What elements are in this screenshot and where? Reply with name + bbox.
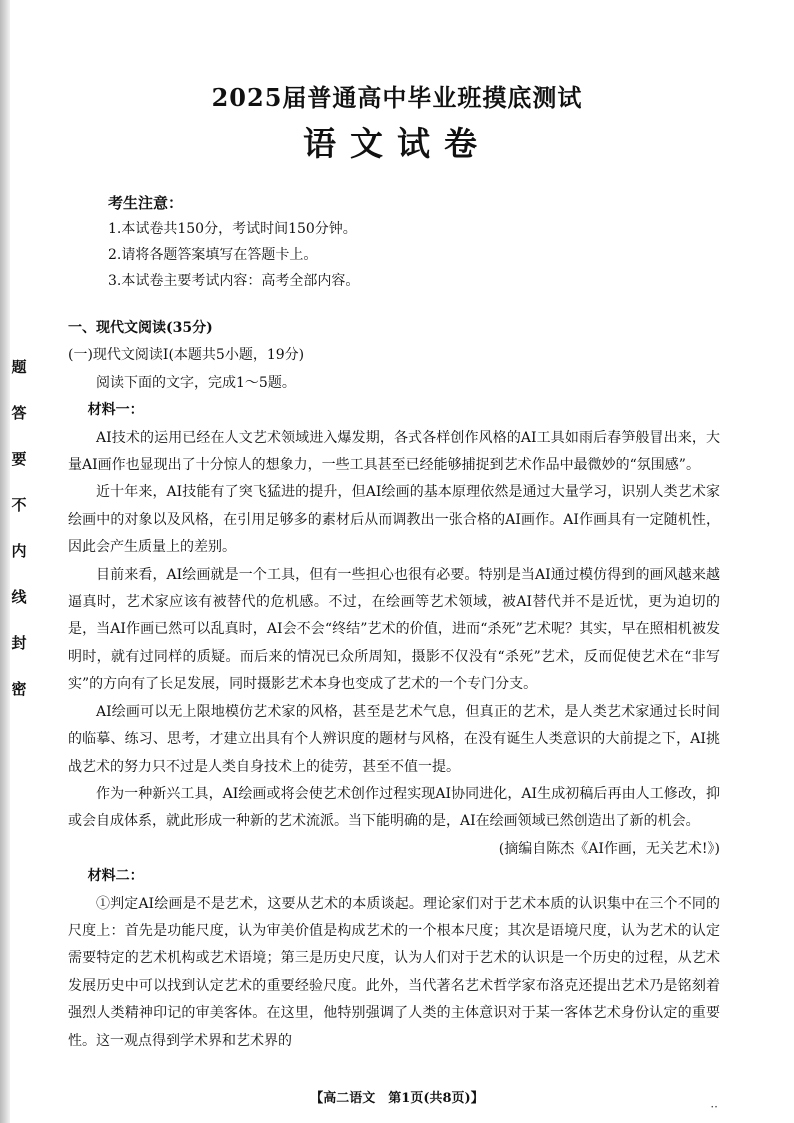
material-one-paragraph: AI技术的运用已经在人文艺术领域进入爆发期，各式各样创作风格的AI工具如雨后春笋般冒出来，大量AI画作也显现出了十分惊人的想象力，一些工具甚至已经能够捕捉到艺术作品中最微妙的“氛围感”。 xyxy=(68,429,720,474)
notice-item: 2.请将各题答案填写在答题卡上。 xyxy=(108,247,318,263)
sub-section-heading: (一)现代文阅读Ⅰ(本题共5小题，19分) xyxy=(68,347,305,364)
material-one-paragraph: AI绘画可以无上限地模仿艺术家的风格，甚至是艺术气息，但真正的艺术，是人类艺术家通过长时间的临摹、练习、思考，才建立出具有个人辨识度的题材与风格，在没有诞生人类意识的大前提之下，AI挑战艺术的努力只不过是人类自身技术上的徒劳，甚至不值一提。 xyxy=(68,703,720,775)
page-footer: 【高二语文 第1页(共8页)】 xyxy=(310,1091,484,1106)
material-one-paragraph: 目前来看，AI绘画就是一个工具，但有一些担心也很有必要。特别是当AI通过模仿得到的画风越来越逼真时，艺术家应该有被替代的危机感。不过，在绘画等艺术领域，被AI替代并不是近忧，更为迫切的是，当AI作画已然可以乱真时，AI会不会“终结”艺术的价值，进而“杀死”艺术呢？其实，早在照相机被发明时，就有过同样的质疑。而后来的情况已众所周知，摄影不仅没有“杀死”艺术，反而促使艺术在“非写实”的方向有了长足发展，同时摄影艺术本身也变成了艺术的一个专门分支。 xyxy=(68,566,720,693)
subject-title: 语文试卷 xyxy=(303,124,491,163)
binding-char: 答 xyxy=(11,404,27,422)
binding-char: 封 xyxy=(11,634,27,652)
material-one-source: (摘编自陈杰《AI作画，无关艺术!》) xyxy=(498,840,720,857)
binding-char: 不 xyxy=(11,496,27,514)
corner-mark: ·· xyxy=(710,1100,718,1114)
binding-char: 线 xyxy=(11,588,27,606)
binding-char: 内 xyxy=(11,542,27,560)
binding-margin xyxy=(6,360,32,728)
material-one-paragraph: 作为一种新兴工具，AI绘画或将会使艺术创作过程实现AI协同进化，AI生成初稿后再由人工修改，抑或会自成体系，就此形成一种新的艺术流派。当下能明确的是，AI在绘画领域已然创造出了新的机会。 xyxy=(68,785,720,830)
exam-title: 2025届普通高中毕业班摸底测试 xyxy=(211,83,583,112)
material-two-label: 材料二： xyxy=(87,868,144,885)
reading-section xyxy=(68,315,720,1055)
candidate-notice xyxy=(108,190,359,294)
reading-instruction: 阅读下面的文字，完成1～5题。 xyxy=(96,374,296,391)
notice-item: 1.本试卷共150分，考试时间150分钟。 xyxy=(108,221,357,237)
notice-heading: 考生注意： xyxy=(108,194,184,212)
material-two-paragraph: ①判定AI绘画是不是艺术，这要从艺术的本质谈起。理论家们对于艺术本质的认识集中在三个不同的尺度上：首先是功能尺度，认为审美价值是构成艺术的一个根本尺度；其次是语境尺度，认为艺术的认定需要特定的艺术机构或艺术语境；第三是历史尺度，认为人们对于艺术的认识是一个历史的过程，从艺术发展历史中可以找到认定艺术的重要经验尺度。此外，当代著名艺术哲学家布洛克还提出艺术乃是铭刻着强烈人类精神印记的审美客体。在这里，他特别强调了人类的主体意识对于某一客体艺术身份认定的重要性。这一观点得到学术界和艺术界的 xyxy=(68,895,720,1049)
material-one-label: 材料一： xyxy=(87,402,144,419)
notice-item: 3.本试卷主要考试内容：高考全部内容。 xyxy=(108,273,360,289)
material-one-paragraph: 近十年来，AI技能有了突飞猛进的提升，但AI绘画的基本原理依然是通过大量学习，识别人类艺术家绘画中的对象以及风格，在引用足够多的素材后从而调教出一张合格的AI画作。AI作画具有一定随机性，因此会产生质量上的差别。 xyxy=(68,484,720,556)
binding-char: 要 xyxy=(11,450,27,468)
binding-char: 密 xyxy=(11,680,27,698)
binding-char: 题 xyxy=(11,358,27,376)
section-heading: 一、现代文阅读(35分) xyxy=(68,320,213,336)
